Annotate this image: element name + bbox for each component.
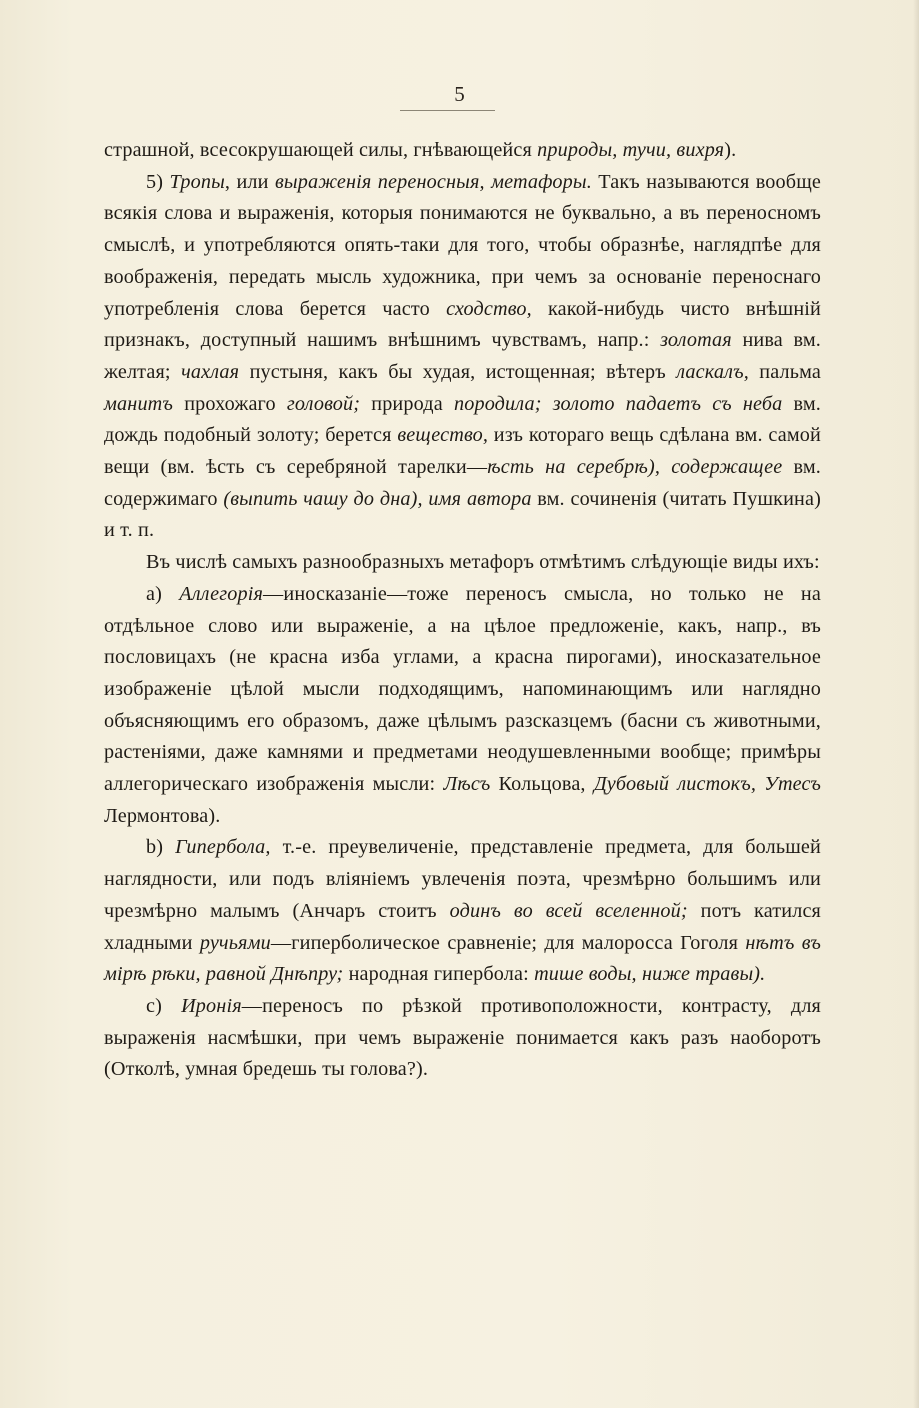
italic-text: породила; золото падаетъ съ неба (453, 392, 783, 415)
italic-text: природы, тучи, вихря (537, 139, 725, 161)
text-run: потъ катился хладными (104, 899, 821, 954)
text-run: Въ числѣ самыхъ разнообразныхъ метафоръ отмѣтимъ слѣдующіе виды ихъ: (146, 551, 820, 574)
text-run: ). (724, 139, 737, 161)
text-run: вм. дождь подобный золоту; берется (104, 392, 822, 447)
italic-text: одинъ во всей вселенной; (449, 899, 688, 922)
italic-text: Гипербола, (175, 836, 271, 859)
italic-text: Аллегорія (179, 582, 264, 605)
text-run: Лермонтова). (104, 804, 221, 827)
text-run: какой-нибудь чисто внѣшній признакъ, доступный нашимъ внѣшнимъ чувствамъ, напр.: (104, 297, 821, 352)
paragraph (104, 167, 821, 547)
italic-text: тише воды, ниже травы). (534, 963, 766, 986)
italic-text: ѣсть на серебрѣ), содержащее (487, 456, 783, 479)
paragraph (104, 547, 821, 579)
italic-text: Иронія (181, 994, 242, 1017)
paragraph (104, 135, 821, 167)
text-run: вм. сочиненія (читать Пушкина) и т. п. (104, 487, 821, 542)
text-run: , или (224, 170, 275, 193)
text-run: пустыня, какъ бы худая, истощенная; вѣтеръ (239, 360, 677, 383)
text-run: нива вм. желтая; (104, 329, 821, 383)
text-run: природа (360, 392, 454, 415)
text-run: т.-е. преувеличеніе, представленіе предмета, для большей наглядности, или подъ вліяніемъ увлеченія поэта, чрезмѣрно большимъ или чрезмѣрно малымъ (Анчаръ стоитъ (104, 836, 821, 922)
italic-text: выраженія переносныя, метафоры. (274, 170, 592, 193)
page-number: 5 (454, 82, 465, 106)
text-run: —гиперболическое сравненіе; для малоросса Гоголя (270, 931, 746, 954)
italic-text: Дубовый листокъ, Утесъ (593, 773, 821, 796)
text-run: —переносъ по рѣзкой противоположности, контрасту, для выраженія насмѣшки, при чемъ выраженіе понимается какъ разъ наоборотъ (Отколѣ, умная бредешь ты голова?). (104, 994, 821, 1081)
italic-text: манитъ (104, 392, 174, 415)
italic-text: головой; (286, 392, 361, 415)
italic-text: золотая (660, 329, 732, 352)
italic-text: ручьями (199, 931, 271, 954)
text-run: пальма (748, 360, 822, 383)
italic-text: сходство, (446, 297, 532, 320)
paragraph (104, 832, 821, 991)
italic-text: вещество, (397, 424, 489, 447)
text-run: вм. содержимаго (104, 456, 821, 510)
italic-text: ласкалъ, (676, 360, 749, 383)
italic-text: нѣтъ въ мірѣ рѣки, равной Днѣпру; (104, 931, 822, 986)
text-run: —иносказаніе—тоже переносъ смысла, но только не на отдѣльное слово или выраженіе, а на цѣлое предложеніе, какъ, напр., въ пословицахъ (не красна изба углами, а красна пирогами), иносказательное изображеніе цѣлой мысли подходящимъ, напоминающимъ или наглядно объясняющимъ его образомъ, даже цѣлымъ разсказцемъ (басни съ животными, растеніями, даже камнями и предметами неодушевленными вообще; примѣры аллегорическаго изображенія мысли: (104, 582, 821, 796)
text-run: прохожаго (173, 392, 287, 415)
body-text (104, 135, 821, 1086)
italic-text: (выпить чашу до дна), имя автора (223, 487, 532, 510)
italic-text: Тропы (169, 170, 225, 193)
text-run: народная гипербола: (343, 963, 535, 986)
text-run: a) (146, 582, 180, 605)
text-run: изъ котораго вещь сдѣлана вм. самой вещи (вм. ѣсть съ серебряной тарелки— (104, 424, 821, 479)
text-run: b) (146, 836, 176, 859)
text-run: страшной, всесокрушающей силы, гнѣвающейся (104, 139, 538, 161)
text-run: 5) (146, 170, 170, 193)
italic-text: Лѣсъ (443, 773, 491, 796)
text-run: Кольцова, (490, 773, 594, 796)
italic-text: чахлая (181, 360, 240, 383)
paragraph (104, 991, 821, 1086)
text-run: c) (146, 994, 182, 1017)
text-run: Такъ называются вообще всякія слова и выраженія, которыя понимаются не буквально, а въ переносномъ смыслѣ, и употребляются опять-таки для того, чтобы образнѣе, наглядпѣе для воображенія, передать мысль художника, при чемъ за основаніе переноснаго употребленія слова берется часто (104, 170, 821, 320)
header-rule (400, 110, 495, 111)
page-edge (913, 0, 919, 1408)
paragraph (104, 579, 821, 833)
